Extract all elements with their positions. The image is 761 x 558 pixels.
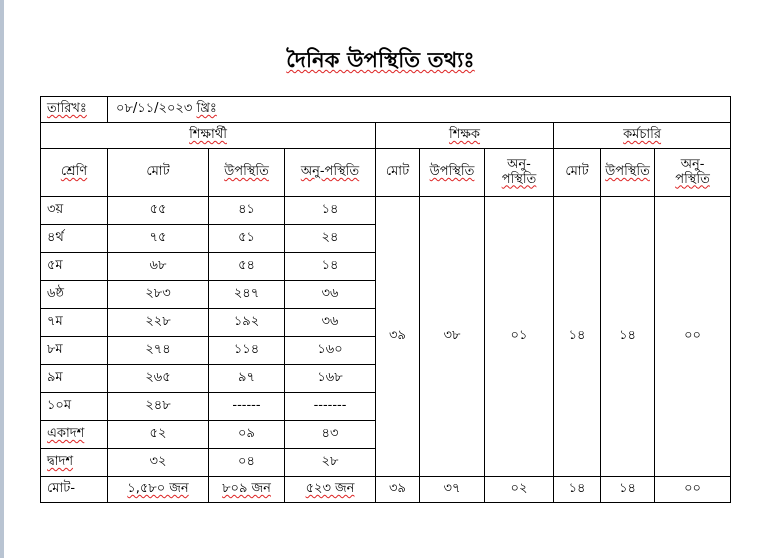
student-total-cell: ২২৮ <box>108 309 209 337</box>
student-total-cell: ২৭৪ <box>108 337 209 365</box>
student-absent-cell: ------- <box>285 393 376 421</box>
attendance-table <box>40 96 731 503</box>
student-total-cell: ২৬৫ <box>108 365 209 393</box>
totals-staff-present: ১৪ <box>601 477 655 503</box>
window-edge <box>0 0 4 558</box>
student-total-cell: ২৪৮ <box>108 393 209 421</box>
date-label-cell <box>41 97 108 123</box>
student-present-cell: ৯৭ <box>209 365 285 393</box>
group-students: শিক্ষার্থী <box>41 123 376 149</box>
column-header-row <box>41 149 731 197</box>
teacher-total-cell: ৩৯ <box>376 197 420 477</box>
class-cell: ৬ষ্ঠ <box>41 281 108 309</box>
student-present-cell: ০৪ <box>209 449 285 477</box>
teacher-present-cell: ৩৮ <box>420 197 485 477</box>
title-text: দৈনিক উপস্থিতি তথ্যঃ <box>286 48 475 72</box>
class-cell: একাদশ <box>41 421 108 449</box>
col-teacher-present: উপস্থিতি <box>420 149 485 197</box>
totals-teacher-absent: ০২ <box>485 477 554 503</box>
staff-present-cell: ১৪ <box>601 197 655 477</box>
student-absent-cell: ১৬৮ <box>285 365 376 393</box>
date-label: তারিখঃ <box>47 101 87 117</box>
class-cell: ৪র্থ <box>41 225 108 253</box>
student-absent-cell: ২৪ <box>285 225 376 253</box>
staff-absent-cell: ০০ <box>655 197 731 477</box>
student-total-cell: ৫৫ <box>108 197 209 225</box>
totals-staff-absent: ০০ <box>655 477 731 503</box>
col-teacher-total: মোট <box>376 149 420 197</box>
totals-student-present: ৮০৯ জন <box>209 477 285 503</box>
class-cell: ৩য় <box>41 197 108 225</box>
student-present-cell: ১১৪ <box>209 337 285 365</box>
student-absent-cell: ৪৩ <box>285 421 376 449</box>
col-staff-total: মোট <box>554 149 601 197</box>
student-absent-cell: ১৬০ <box>285 337 376 365</box>
student-present-cell: ৪১ <box>209 197 285 225</box>
student-absent-cell: ৩৬ <box>285 309 376 337</box>
totals-label: মোট- <box>41 477 108 503</box>
totals-student-total: ১,৫৮০ জন <box>108 477 209 503</box>
student-present-cell: ৫৪ <box>209 253 285 281</box>
date-value-cell <box>108 97 731 123</box>
group-header-row <box>41 123 731 149</box>
student-absent-cell: ১৪ <box>285 197 376 225</box>
class-cell: ১০ম <box>41 393 108 421</box>
group-staff: কর্মচারি <box>554 123 731 149</box>
page-title <box>0 44 761 79</box>
table-row <box>41 197 731 225</box>
student-absent-cell: ৩৬ <box>285 281 376 309</box>
class-cell: ৫ম <box>41 253 108 281</box>
group-teachers: শিক্ষক <box>376 123 554 149</box>
staff-total-cell: ১৪ <box>554 197 601 477</box>
student-present-cell: ২৪৭ <box>209 281 285 309</box>
student-total-cell: ২৮৩ <box>108 281 209 309</box>
col-student-total: মোট <box>108 149 209 197</box>
col-teacher-absent: অনু- পস্থিতি <box>485 149 554 197</box>
class-cell: ৭ম <box>41 309 108 337</box>
student-total-cell: ৫২ <box>108 421 209 449</box>
col-staff-absent: অনু- পস্থিতি <box>655 149 731 197</box>
col-class: শ্রেণি <box>41 149 108 197</box>
student-absent-cell: ২৮ <box>285 449 376 477</box>
col-student-present: উপস্থিতি <box>209 149 285 197</box>
totals-teacher-present: ৩৭ <box>420 477 485 503</box>
date-number: ০৮/১১/২০২৩ <box>116 101 193 117</box>
totals-row <box>41 477 731 503</box>
class-cell: ৯ম <box>41 365 108 393</box>
student-present-cell: ০৯ <box>209 421 285 449</box>
student-present-cell: ১৯২ <box>209 309 285 337</box>
student-total-cell: ৬৮ <box>108 253 209 281</box>
date-row <box>41 97 731 123</box>
student-total-cell: ৩২ <box>108 449 209 477</box>
totals-staff-total: ১৪ <box>554 477 601 503</box>
class-cell: দ্বাদশ <box>41 449 108 477</box>
student-present-cell: ------ <box>209 393 285 421</box>
totals-teacher-total: ৩৯ <box>376 477 420 503</box>
col-staff-present: উপস্থিতি <box>601 149 655 197</box>
date-suffix: খ্রিঃ <box>196 101 217 117</box>
col-student-absent: অনু-পস্থিতি <box>285 149 376 197</box>
student-present-cell: ৫১ <box>209 225 285 253</box>
class-cell: ৮ম <box>41 337 108 365</box>
teacher-absent-cell: ০১ <box>485 197 554 477</box>
student-total-cell: ৭৫ <box>108 225 209 253</box>
student-absent-cell: ১৪ <box>285 253 376 281</box>
totals-student-absent: ৫২৩ জন <box>285 477 376 503</box>
